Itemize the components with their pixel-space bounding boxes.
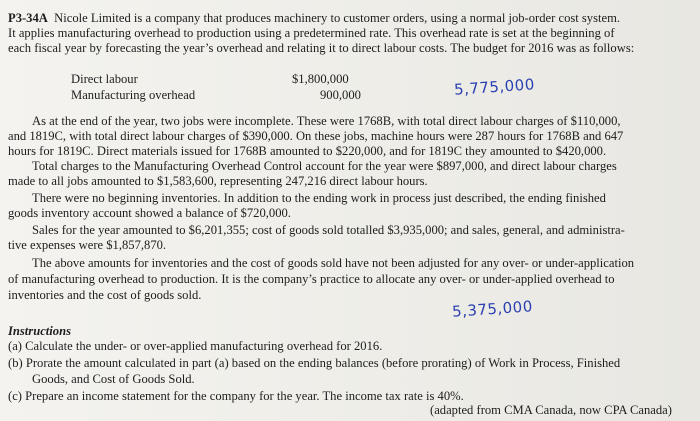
budget-label-direct-labour: Direct labour xyxy=(71,72,138,86)
budget-amount-direct-labour: $1,800,000 xyxy=(292,72,349,86)
intro-line-2: It applies manufacturing overhead to production using a predetermined rate. This overhead rate is set at the beginning of xyxy=(8,26,615,40)
handwritten-note-1: 5,775,000 xyxy=(453,75,536,99)
instruction-b-continued: Goods, and Cost of Goods Sold. xyxy=(32,372,195,386)
paragraph-line-12: inventories and the cost of goods sold. xyxy=(8,288,202,302)
paragraph-line-6: There were no beginning inventories. In addition to the ending work in process just described, the ending finished xyxy=(32,191,606,205)
paragraph-line-7: goods inventory account showed a balance of $720,000. xyxy=(8,206,291,220)
source-citation: (adapted from CMA Canada, now CPA Canada) xyxy=(430,403,672,417)
paragraph-line-11: of manufacturing overhead to production. It is the company’s practice to allocate any over- or under-applied overhead to xyxy=(8,272,615,286)
problem-code: P3-34A xyxy=(8,11,48,25)
paragraph-line-5: made to all jobs amounted to $1,583,600, representing 247,216 direct labour hours. xyxy=(8,174,428,188)
paragraph-line-10: The above amounts for inventories and the cost of goods sold have not been adjusted for any over- or under-application xyxy=(32,256,635,270)
budget-amount-manufacturing-overhead: 900,000 xyxy=(320,88,361,102)
instruction-b: (b) Prorate the amount calculated in part (a) based on the ending balances (before prorating) of Work in Process, Finished xyxy=(8,356,621,370)
intro-line-3: each fiscal year by forecasting the year’s overhead and relating it to direct labour costs. The budget for 2016 was as follows: xyxy=(8,41,635,55)
paragraph-line-2: and 1819C, with total direct labour charges of $390,000. On these jobs, machine hours were 287 hours for 1768B and 647 xyxy=(8,129,624,143)
intro-line-1 xyxy=(8,11,620,25)
handwritten-note-2: 5,375,000 xyxy=(451,297,534,321)
paragraph-line-3: hours for 1819C. Direct materials issued for 1768B amounted to $220,000, and for 1819C they amounted to $420,000. xyxy=(8,144,607,158)
paragraph-line-9: tive expenses were $1,857,870. xyxy=(8,238,167,252)
intro-text-1: Nicole Limited is a company that produces machinery to customer orders, using a normal job-order cost system. xyxy=(54,11,621,25)
paragraph-line-8: Sales for the year amounted to $6,201,355; cost of goods sold totalled $3,935,000; and sales, general, and administra- xyxy=(32,223,625,237)
instruction-a: (a) Calculate the under- or over-applied manufacturing overhead for 2016. xyxy=(8,339,383,353)
paragraph-line-4: Total charges to the Manufacturing Overhead Control account for the year were $897,000, and direct labour charges xyxy=(32,159,617,173)
instruction-c: (c) Prepare an income statement for the company for the year. The income tax rate is 40%. xyxy=(8,389,464,403)
paragraph-line-1: As at the end of the year, two jobs were incomplete. These were 1768B, with total direct labour charges of $110,000, xyxy=(32,114,621,128)
budget-label-manufacturing-overhead: Manufacturing overhead xyxy=(71,88,196,102)
instructions-heading: Instructions xyxy=(8,324,71,338)
